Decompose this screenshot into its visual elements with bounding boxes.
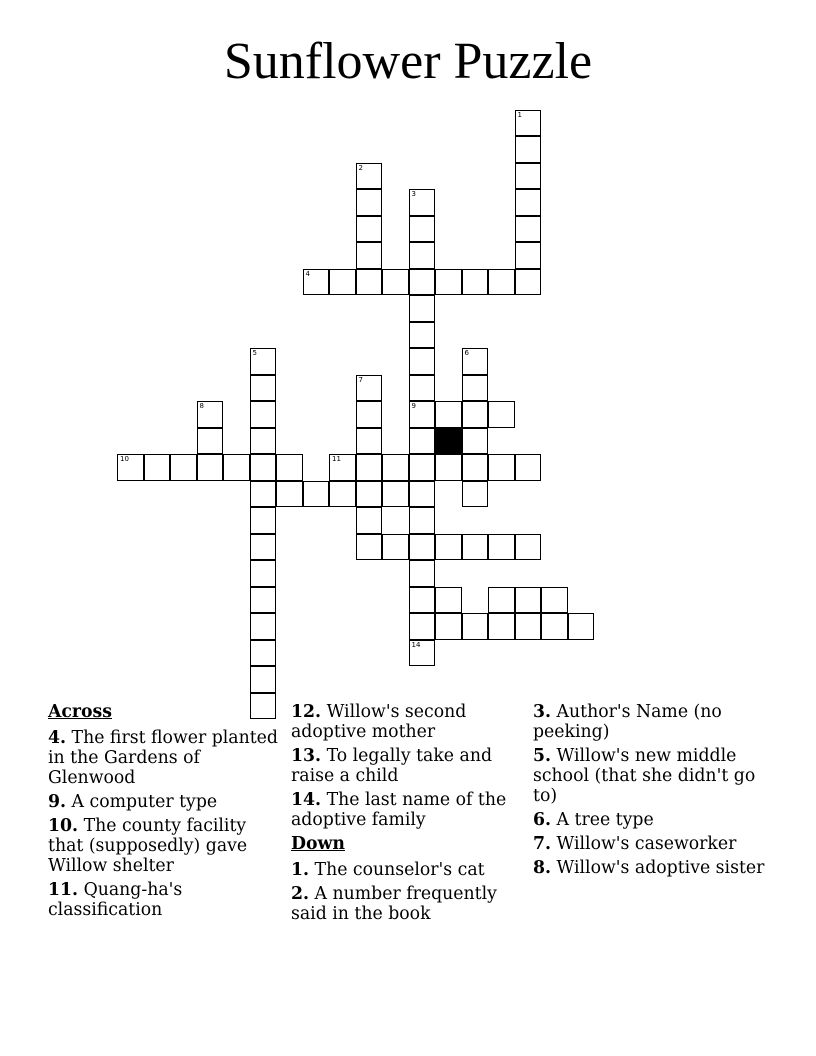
grid-cell[interactable] — [409, 269, 436, 296]
grid-cell[interactable] — [515, 110, 542, 137]
grid-cell[interactable] — [356, 163, 383, 190]
clue-text: To legally take and raise a child — [291, 746, 493, 786]
grid-cell[interactable] — [435, 534, 462, 561]
grid-cell[interactable] — [250, 348, 277, 375]
clue-down-8 — [533, 858, 769, 878]
clue-number: 1. — [291, 860, 310, 880]
clue-number: 14. — [291, 790, 322, 810]
grid-cell[interactable] — [409, 216, 436, 243]
clue-text: A number frequently said in the book — [291, 884, 497, 924]
clue-across-12 — [291, 702, 527, 742]
grid-cell[interactable] — [462, 375, 489, 402]
grid-cell[interactable] — [356, 454, 383, 481]
grid-cell[interactable] — [488, 401, 515, 428]
grid-cell[interactable] — [250, 534, 277, 561]
grid-cell[interactable] — [329, 454, 356, 481]
grid-cell[interactable] — [409, 534, 436, 561]
clue-text: The counselor's cat — [314, 860, 485, 880]
black-cell — [435, 428, 462, 455]
grid-cell[interactable] — [409, 428, 436, 455]
clue-text: The county facility that (supposedly) gave Willow shelter — [48, 816, 248, 876]
grid-cell[interactable] — [250, 507, 277, 534]
grid-cell[interactable] — [197, 401, 224, 428]
grid-cell[interactable] — [488, 534, 515, 561]
grid-cell[interactable] — [462, 481, 489, 508]
clue-text: Willow's second adoptive mother — [291, 702, 467, 742]
clue-number-label: 6 — [464, 349, 469, 357]
grid-cell[interactable] — [250, 587, 277, 614]
grid-cell[interactable] — [409, 507, 436, 534]
clue-number: 10. — [48, 816, 79, 836]
clue-number: 2. — [291, 884, 310, 904]
clue-column-3 — [533, 702, 769, 882]
clue-number-label: 8 — [199, 402, 204, 410]
grid-cell[interactable] — [250, 481, 277, 508]
grid-cell[interactable] — [303, 481, 330, 508]
clue-across-14 — [291, 790, 527, 830]
clue-number-label: 7 — [358, 375, 363, 384]
grid-cell[interactable] — [250, 454, 277, 481]
clue-number-label: 5 — [252, 349, 257, 357]
clue-across-10 — [48, 816, 284, 876]
grid-cell[interactable] — [488, 454, 515, 481]
clue-text: Quang-ha's classification — [48, 880, 183, 920]
grid-cell[interactable] — [250, 613, 277, 640]
grid-cell[interactable] — [250, 428, 277, 455]
grid-cell[interactable] — [409, 401, 436, 428]
grid-cell[interactable] — [356, 375, 383, 402]
grid-cell[interactable] — [356, 189, 383, 216]
clue-across-13 — [291, 746, 527, 786]
grid-cell[interactable] — [356, 401, 383, 428]
grid-cell[interactable] — [409, 375, 436, 402]
grid-cell[interactable] — [515, 613, 542, 640]
clue-down-5 — [533, 746, 769, 806]
clue-number-label: 9 — [411, 402, 416, 410]
clue-column-1 — [48, 702, 284, 924]
grid-cell[interactable] — [250, 640, 277, 667]
clue-number: 7. — [533, 834, 552, 854]
clue-column-2 — [291, 702, 527, 928]
grid-cell[interactable] — [409, 454, 436, 481]
grid-cell[interactable] — [250, 401, 277, 428]
grid-cell[interactable] — [250, 666, 277, 693]
grid-cell[interactable] — [382, 454, 409, 481]
clue-text: The last name of the adoptive family — [291, 790, 507, 830]
grid-cell[interactable] — [515, 534, 542, 561]
clue-number: 12. — [291, 702, 322, 722]
grid-cell[interactable] — [170, 454, 197, 481]
grid-cell[interactable] — [409, 481, 436, 508]
grid-cell[interactable] — [462, 401, 489, 428]
grid-cell[interactable] — [515, 587, 542, 614]
grid-cell[interactable] — [382, 534, 409, 561]
clue-text: Willow's caseworker — [556, 834, 737, 854]
clue-number: 13. — [291, 746, 322, 766]
clue-down-6 — [533, 810, 769, 830]
clue-down-2 — [291, 884, 527, 924]
grid-cell[interactable] — [117, 454, 144, 481]
grid-cell[interactable] — [409, 560, 436, 587]
grid-cell[interactable] — [276, 481, 303, 508]
clue-text: Willow's adoptive sister — [556, 858, 765, 878]
clue-number: 3. — [533, 702, 552, 722]
clue-text: Author's Name (no peeking) — [533, 702, 722, 742]
clue-number-label: 4 — [305, 269, 310, 278]
grid-cell[interactable] — [409, 348, 436, 375]
clue-number-label: 2 — [358, 163, 363, 172]
clue-across-4 — [48, 728, 284, 788]
grid-cell[interactable] — [409, 189, 436, 216]
clue-across-11 — [48, 880, 284, 920]
clue-number-label: 3 — [411, 190, 416, 198]
grid-cell[interactable] — [488, 613, 515, 640]
grid-cell[interactable] — [435, 269, 462, 296]
grid-cell[interactable] — [435, 454, 462, 481]
clue-text: Willow's new middle school (that she didn't go to) — [533, 746, 756, 806]
grid-cell[interactable] — [515, 136, 542, 163]
grid-cell[interactable] — [462, 534, 489, 561]
grid-cell[interactable] — [515, 454, 542, 481]
grid-cell[interactable] — [409, 242, 436, 269]
grid-cell[interactable] — [462, 348, 489, 375]
grid-cell[interactable] — [356, 507, 383, 534]
clue-down-1 — [291, 860, 527, 880]
grid-cell[interactable] — [356, 242, 383, 269]
clue-text: The first flower planted in the Gardens of Glenwood — [48, 728, 278, 788]
grid-cell[interactable] — [462, 454, 489, 481]
grid-cell[interactable] — [409, 322, 436, 349]
grid-cell[interactable] — [488, 269, 515, 296]
clue-number: 4. — [48, 728, 67, 748]
clue-number: 8. — [533, 858, 552, 878]
grid-cell[interactable] — [488, 587, 515, 614]
grid-cell[interactable] — [356, 269, 383, 296]
grid-cell[interactable] — [329, 481, 356, 508]
grid-cell[interactable] — [541, 613, 568, 640]
clue-text: A computer type — [71, 792, 218, 812]
grid-cell[interactable] — [356, 428, 383, 455]
grid-cell[interactable] — [356, 534, 383, 561]
grid-cell[interactable] — [197, 454, 224, 481]
clue-number: 9. — [48, 792, 67, 812]
grid-cell[interactable] — [356, 216, 383, 243]
grid-cell[interactable] — [276, 454, 303, 481]
clue-number: 6. — [533, 810, 552, 830]
grid-cell[interactable] — [250, 375, 277, 402]
grid-cell[interactable] — [515, 163, 542, 190]
grid-cell[interactable] — [515, 269, 542, 296]
grid-cell[interactable] — [409, 640, 436, 667]
clue-number-label: 14 — [411, 640, 421, 649]
grid-cell[interactable] — [409, 613, 436, 640]
grid-cell[interactable] — [329, 269, 356, 296]
grid-cell[interactable] — [409, 295, 436, 322]
across-heading: Across — [48, 702, 113, 722]
grid-cell[interactable] — [515, 216, 542, 243]
down-heading: Down — [291, 834, 345, 854]
grid-cell[interactable] — [568, 613, 595, 640]
clue-number-label: 10 — [120, 455, 129, 463]
clue-across-9 — [48, 792, 284, 812]
grid-cell[interactable] — [382, 269, 409, 296]
grid-cell[interactable] — [144, 454, 171, 481]
clue-number-label: 1 — [517, 110, 522, 119]
clue-down-3 — [533, 702, 769, 742]
grid-cell[interactable] — [435, 613, 462, 640]
grid-cell[interactable] — [541, 587, 568, 614]
grid-cell[interactable] — [250, 560, 277, 587]
grid-cell[interactable] — [515, 189, 542, 216]
clue-number: 5. — [533, 746, 552, 766]
grid-cell[interactable] — [462, 613, 489, 640]
clue-down-7 — [533, 834, 769, 854]
grid-cell[interactable] — [197, 428, 224, 455]
grid-cell[interactable] — [435, 587, 462, 614]
clue-number: 11. — [48, 880, 79, 900]
puzzle-title: Sunflower Puzzle — [223, 33, 593, 90]
grid-cell[interactable] — [356, 481, 383, 508]
grid-cell[interactable] — [435, 401, 462, 428]
grid-cell[interactable] — [382, 481, 409, 508]
clue-text: A tree type — [556, 810, 654, 830]
grid-cell[interactable] — [223, 454, 250, 481]
grid-cell[interactable] — [303, 269, 330, 296]
grid-cell[interactable] — [462, 428, 489, 455]
grid-cell[interactable] — [515, 242, 542, 269]
clue-number-label: 11 — [332, 455, 341, 463]
grid-cell[interactable] — [462, 269, 489, 296]
grid-cell[interactable] — [409, 587, 436, 614]
